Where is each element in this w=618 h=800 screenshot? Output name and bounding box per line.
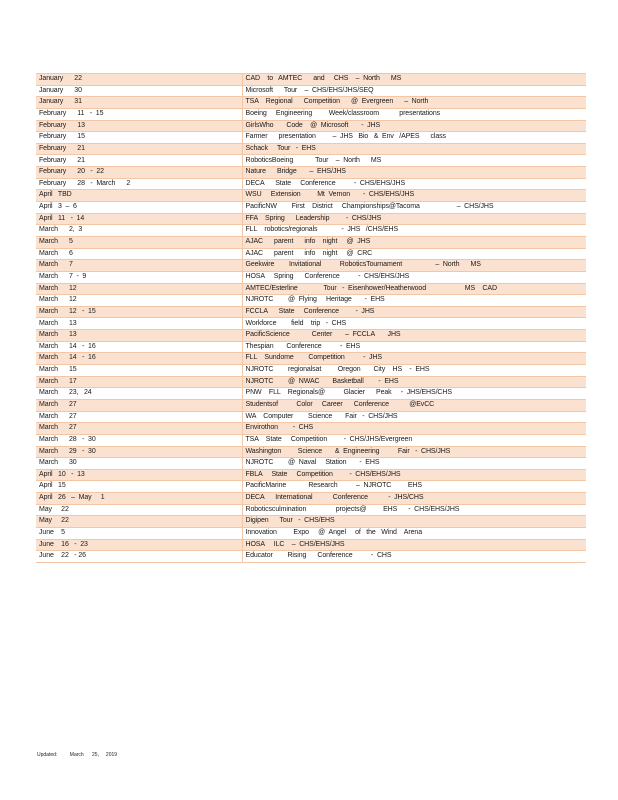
event-date-cell: February 11 - 15 — [36, 108, 242, 120]
event-description-cell: WA Computer Science Fair - CHS/JHS — [242, 411, 586, 423]
event-date-cell: February 28 - March 2 — [36, 178, 242, 190]
table-row — [36, 423, 586, 435]
event-description-cell: Schack Tour - EHS — [242, 143, 586, 155]
event-date-cell: March 28 - 30 — [36, 434, 242, 446]
event-description-cell: Studentsof Color Career Conference @EvCC — [242, 399, 586, 411]
event-description-cell: Workforce field trip - CHS — [242, 318, 586, 330]
event-date-cell: April 26 – May 1 — [36, 493, 242, 505]
event-description-cell: FLL robotics/regionals - JHS /CHS/EHS — [242, 225, 586, 237]
table-row — [36, 434, 586, 446]
event-description-cell: AJAC parent info night @ JHS — [242, 236, 586, 248]
event-date-cell: April 3 – 6 — [36, 202, 242, 214]
table-row — [36, 469, 586, 481]
table-row — [36, 120, 586, 132]
table-row — [36, 330, 586, 342]
event-date-cell: March 12 - 15 — [36, 306, 242, 318]
event-description-cell: FFA Spring Leadership - CHS/JHS — [242, 213, 586, 225]
table-row — [36, 399, 586, 411]
event-description-cell: Digipen Tour - CHS/EHS — [242, 516, 586, 528]
event-description-cell: Innovation Expo @ Angel of the Wind Arena — [242, 527, 586, 539]
event-date-cell: June 22 - 26 — [36, 551, 242, 563]
event-date-cell: March 6 — [36, 248, 242, 260]
event-description-cell: PacificNW First District Championships@Tacoma – CHS/JHS — [242, 202, 586, 214]
event-date-cell: January 30 — [36, 85, 242, 97]
event-description-cell: FBLA State Competition - CHS/EHS/JHS — [242, 469, 586, 481]
event-date-cell: March 14 - 16 — [36, 341, 242, 353]
table-row — [36, 341, 586, 353]
event-description-cell: Boeing Engineering Week/classroom presentations — [242, 108, 586, 120]
table-row — [36, 97, 586, 109]
event-date-cell: March 23, 24 — [36, 388, 242, 400]
event-description-cell: PacificScience Center – FCCLA JHS — [242, 330, 586, 342]
table-row — [36, 213, 586, 225]
event-description-cell: TSA State Competition - CHS/JHS/Evergreen — [242, 434, 586, 446]
event-description-cell: DECA State Conference - CHS/EHS/JHS — [242, 178, 586, 190]
event-date-cell: March 17 — [36, 376, 242, 388]
table-row — [36, 306, 586, 318]
event-date-cell: February 13 — [36, 120, 242, 132]
event-date-cell: March 13 — [36, 330, 242, 342]
event-date-cell: March 30 — [36, 458, 242, 470]
event-description-cell: GirlsWho Code @ Microsoft - JHS — [242, 120, 586, 132]
event-description-cell: Thespian Conference - EHS — [242, 341, 586, 353]
event-date-cell: April 10 - 13 — [36, 469, 242, 481]
event-date-cell: April 11 - 14 — [36, 213, 242, 225]
table-row — [36, 318, 586, 330]
table-row — [36, 376, 586, 388]
table-row — [36, 493, 586, 505]
event-description-cell: AMTEC/Esterline Tour - Eisenhower/Heatherwood MS CAD — [242, 283, 586, 295]
table-row — [36, 225, 586, 237]
event-date-cell: January 22 — [36, 74, 242, 86]
event-description-cell: NJROTC regionalsat Oregon City HS - EHS — [242, 365, 586, 377]
event-date-cell: April TBD — [36, 190, 242, 202]
table-row — [36, 143, 586, 155]
table-row — [36, 411, 586, 423]
event-date-cell: February 20 - 22 — [36, 167, 242, 179]
event-description-cell: TSA Regional Competition @ Evergreen – North — [242, 97, 586, 109]
event-description-cell: Farmer presentation – JHS Bio & Env /APES class — [242, 132, 586, 144]
event-date-cell: May 22 — [36, 516, 242, 528]
events-table-body — [36, 74, 586, 563]
event-date-cell: March 12 — [36, 295, 242, 307]
table-row — [36, 551, 586, 563]
table-row — [36, 236, 586, 248]
event-date-cell: March 7 — [36, 260, 242, 272]
table-row — [36, 85, 586, 97]
table-row — [36, 353, 586, 365]
table-row — [36, 108, 586, 120]
table-row — [36, 527, 586, 539]
table-row — [36, 283, 586, 295]
table-row — [36, 481, 586, 493]
event-description-cell: NJROTC @ NWAC Basketball - EHS — [242, 376, 586, 388]
updated-note: Updated: March 25, 2019 — [37, 752, 118, 758]
table-row — [36, 271, 586, 283]
event-description-cell: Roboticsculmination projects@ EHS - CHS/EHS/JHS — [242, 504, 586, 516]
event-date-cell: March 2, 3 — [36, 225, 242, 237]
event-date-cell: June 16 - 23 — [36, 539, 242, 551]
event-date-cell: May 22 — [36, 504, 242, 516]
event-description-cell: NJROTC @ Naval Station - EHS — [242, 458, 586, 470]
table-row — [36, 74, 586, 86]
event-description-cell: RoboticsBoeing Tour – North MS — [242, 155, 586, 167]
event-date-cell: March 29 - 30 — [36, 446, 242, 458]
event-date-cell: April 15 — [36, 481, 242, 493]
event-description-cell: FLL Sundome Competition - JHS — [242, 353, 586, 365]
event-date-cell: March 27 — [36, 423, 242, 435]
event-date-cell: March 13 — [36, 318, 242, 330]
table-row — [36, 155, 586, 167]
event-date-cell: March 27 — [36, 411, 242, 423]
event-date-cell: February 21 — [36, 155, 242, 167]
event-date-cell: June 5 — [36, 527, 242, 539]
event-date-cell: March 27 — [36, 399, 242, 411]
table-row — [36, 446, 586, 458]
event-description-cell: Washington Science & Engineering Fair - CHS/JHS — [242, 446, 586, 458]
events-table — [36, 73, 586, 563]
event-description-cell: DECA International Conference - JHS/CHS — [242, 493, 586, 505]
event-date-cell: March 14 - 16 — [36, 353, 242, 365]
event-description-cell: CAD to AMTEC and CHS – North MS — [242, 74, 586, 86]
table-row — [36, 260, 586, 272]
table-row — [36, 458, 586, 470]
event-description-cell: Geekwire Invitational RoboticsTournament – North MS — [242, 260, 586, 272]
event-date-cell: March 7 - 9 — [36, 271, 242, 283]
event-description-cell: NJROTC @ Flying Heritage - EHS — [242, 295, 586, 307]
event-description-cell: Nature Bridge – EHS/JHS — [242, 167, 586, 179]
schedule-sheet — [36, 73, 586, 563]
event-date-cell: February 15 — [36, 132, 242, 144]
event-date-cell: March 12 — [36, 283, 242, 295]
event-date-cell: March 15 — [36, 365, 242, 377]
event-description-cell: PNW FLL Regionals@ Glacier Peak - JHS/EHS/CHS — [242, 388, 586, 400]
table-row — [36, 178, 586, 190]
event-date-cell: January 31 — [36, 97, 242, 109]
table-row — [36, 202, 586, 214]
event-description-cell: Microsoft Tour – CHS/EHS/JHS/SEQ — [242, 85, 586, 97]
event-description-cell: FCCLA State Conference - JHS — [242, 306, 586, 318]
event-description-cell: HOSA Spring Conference - CHS/EHS/JHS — [242, 271, 586, 283]
table-row — [36, 504, 586, 516]
table-row — [36, 190, 586, 202]
event-description-cell: PacificMarine Research – NJROTC EHS — [242, 481, 586, 493]
event-description-cell: Envirothon - CHS — [242, 423, 586, 435]
event-description-cell: WSU Extension Mt Vernon - CHS/EHS/JHS — [242, 190, 586, 202]
event-description-cell: HOSA ILC – CHS/EHS/JHS — [242, 539, 586, 551]
event-description-cell: Educator Rising Conference - CHS — [242, 551, 586, 563]
event-description-cell: AJAC parent info night @ CRC — [242, 248, 586, 260]
table-row — [36, 132, 586, 144]
table-row — [36, 167, 586, 179]
table-row — [36, 365, 586, 377]
table-row — [36, 388, 586, 400]
table-row — [36, 248, 586, 260]
event-date-cell: February 21 — [36, 143, 242, 155]
table-row — [36, 539, 586, 551]
table-row — [36, 295, 586, 307]
table-row — [36, 516, 586, 528]
event-date-cell: March 5 — [36, 236, 242, 248]
